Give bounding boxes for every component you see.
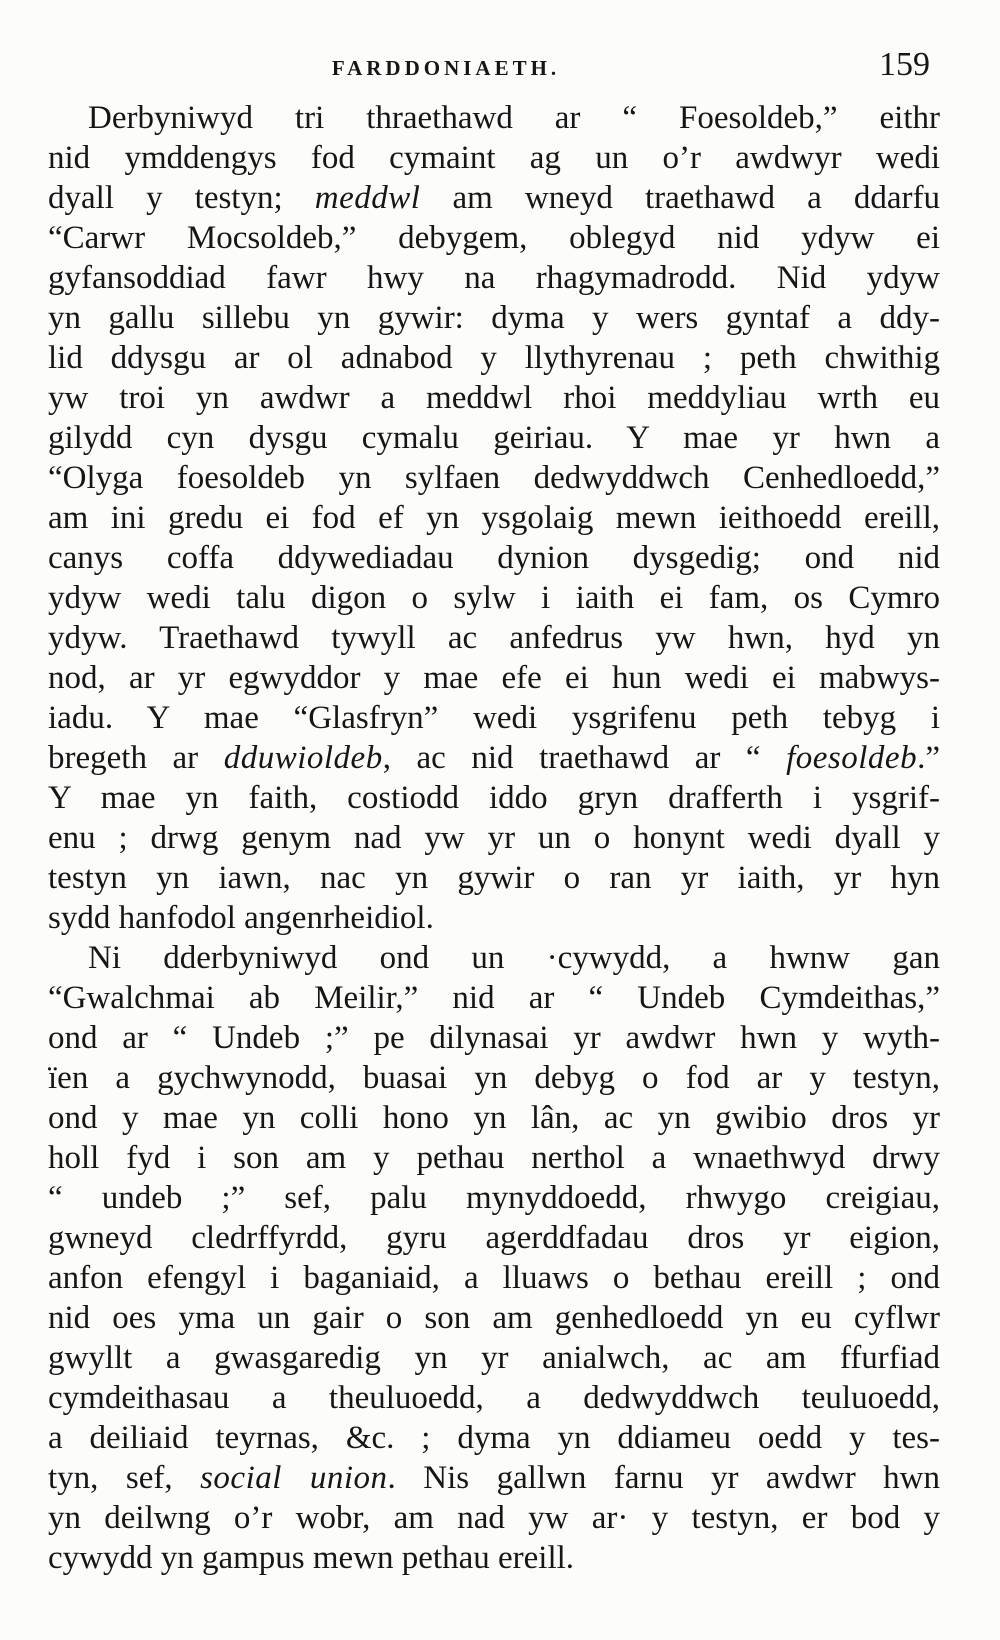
text-run: dyall y testyn; [48, 180, 315, 216]
text-run: enu ; drwg genym nad yw yr un o honynt wedi dyall y [48, 820, 940, 856]
text-line [48, 1338, 940, 1378]
text-run: holl fyd i son am y pethau nerthol a wnaethwyd drwy [48, 1140, 940, 1176]
italic-text-run: social union [200, 1460, 388, 1496]
text-run: anfon efengyl i baganiaid, a lluaws o bethau ereill ; ond [48, 1260, 940, 1296]
text-line [48, 1138, 940, 1178]
text-line [48, 1378, 940, 1418]
text-line [48, 578, 940, 618]
text-line [48, 698, 940, 738]
text-line [48, 1538, 940, 1578]
text-line [48, 418, 940, 458]
text-run: sydd hanfodol angenrheidiol. [48, 900, 434, 936]
text-run: lid ddysgu ar ol adnabod y llythyrenau ; peth chwithig [48, 340, 940, 376]
text-line [48, 938, 940, 978]
page-header [48, 48, 940, 96]
text-run: gyfansoddiad fawr hwy na rhagymadrodd. Nid ydyw [48, 260, 940, 296]
text-run: ydyw wedi talu digon o sylw i iaith ei fam, os Cymro [48, 580, 940, 616]
text-run: yn deilwng o’r wobr, am nad yw ar· y testyn, er bod y [48, 1500, 940, 1536]
text-run: cymdeithasau a theuluoedd, a dedwyddwch teuluoedd, [48, 1380, 940, 1416]
text-run: testyn yn iawn, nac yn gywir o ran yr iaith, yr hyn [48, 860, 940, 896]
text-run: gwyllt a gwasgaredig yn yr anialwch, ac am ffurfiad [48, 1340, 940, 1376]
text-line [48, 1418, 940, 1458]
text-line [48, 538, 940, 578]
text-run: ond ar “ Undeb ;” pe dilynasai yr awdwr hwn y wyth- [48, 1020, 940, 1056]
text-line [48, 1098, 940, 1138]
paragraph [48, 938, 940, 1578]
text-run: .” [917, 740, 940, 776]
text-line [48, 1018, 940, 1058]
text-run: canys coffa ddywediadau dynion dysgedig; ond nid [48, 540, 940, 576]
text-block [48, 98, 940, 1578]
text-line [48, 738, 940, 778]
text-run: nid oes yma un gair o son am genhedloedd yn eu cyflwr [48, 1300, 940, 1336]
text-run: Y mae yn faith, costiodd iddo gryn drafferth i ysgrif- [48, 780, 940, 816]
paragraph [48, 98, 940, 938]
text-run: Ni dderbyniwyd ond un ·cywydd, a hwnw gan [88, 940, 940, 976]
text-run: yn gallu sillebu yn gywir: dyma y wers gyntaf a ddy- [48, 300, 940, 336]
text-run: ïen a gychwynodd, buasai yn debyg o fod ar y testyn, [48, 1060, 940, 1096]
text-line [48, 338, 940, 378]
text-run: Derbyniwyd tri thraethawd ar “ Foesoldeb,” eithr [88, 100, 940, 136]
text-run: gilydd cyn dysgu cymalu geiriau. Y mae yr hwn a [48, 420, 940, 456]
italic-text-run: foesoldeb [786, 740, 918, 776]
text-run: nod, ar yr egwyddor y mae efe ei hun wedi ei mabwys- [48, 660, 940, 696]
text-run: . Nis gallwn farnu yr awdwr hwn [387, 1460, 940, 1496]
text-run: nid ymddengys fod cymaint ag un o’r awdwyr wedi [48, 140, 940, 176]
text-run: ond y mae yn colli hono yn lân, ac yn gwibio dros yr [48, 1100, 940, 1136]
text-run: ydyw. Traethawd tywyll ac anfedrus yw hwn, hyd yn [48, 620, 940, 656]
text-run: am ini gredu ei fod ef yn ysgolaig mewn ieithoedd ereill, [48, 500, 940, 536]
text-run: “Gwalchmai ab Meilir,” nid ar “ Undeb Cymdeithas,” [48, 980, 940, 1016]
text-line [48, 1458, 940, 1498]
text-run: am wneyd traethawd a ddarfu [420, 180, 940, 216]
text-line [48, 218, 940, 258]
text-line [48, 658, 940, 698]
text-line [48, 1058, 940, 1098]
text-run: gwneyd cledrffyrdd, gyru agerddfadau dros yr eigion, [48, 1220, 940, 1256]
text-run: a deiliaid teyrnas, &c. ; dyma yn ddiameu oedd y tes- [48, 1420, 940, 1456]
text-line [48, 778, 940, 818]
page-number: 159 [879, 46, 930, 83]
text-line [48, 1258, 940, 1298]
text-line [48, 458, 940, 498]
text-line [48, 1178, 940, 1218]
text-line [48, 818, 940, 858]
text-run: “Carwr Mocsoldeb,” debygem, oblegyd nid ydyw ei [48, 220, 940, 256]
text-line [48, 618, 940, 658]
text-line [48, 378, 940, 418]
running-title: FARDDONIAETH. [331, 56, 561, 80]
text-line [48, 1218, 940, 1258]
text-run: , ac nid traethawd ar “ [382, 740, 787, 776]
text-run: “ undeb ;” sef, palu mynyddoedd, rhwygo creigiau, [48, 1180, 940, 1216]
text-run: iadu. Y mae “Glasfryn” wedi ysgrifenu peth tebyg i [48, 700, 940, 736]
text-line [48, 298, 940, 338]
text-line [48, 1298, 940, 1338]
text-line [48, 858, 940, 898]
text-line [48, 258, 940, 298]
text-line [48, 138, 940, 178]
text-run: bregeth ar [48, 740, 224, 776]
text-line [48, 498, 940, 538]
text-run: cywydd yn gampus mewn pethau ereill. [48, 1540, 575, 1576]
text-line [48, 1498, 940, 1538]
italic-text-run: dduwioldeb [223, 740, 383, 776]
text-line [48, 98, 940, 138]
text-run: yw troi yn awdwr a meddwl rhoi meddyliau wrth eu [48, 380, 940, 416]
text-line [48, 898, 940, 938]
text-line [48, 178, 940, 218]
text-run: “Olyga foesoldeb yn sylfaen dedwyddwch Cenhedloedd,” [48, 460, 940, 496]
text-run: tyn, sef, [48, 1460, 201, 1496]
italic-text-run: meddwl [314, 180, 421, 216]
text-line [48, 978, 940, 1018]
